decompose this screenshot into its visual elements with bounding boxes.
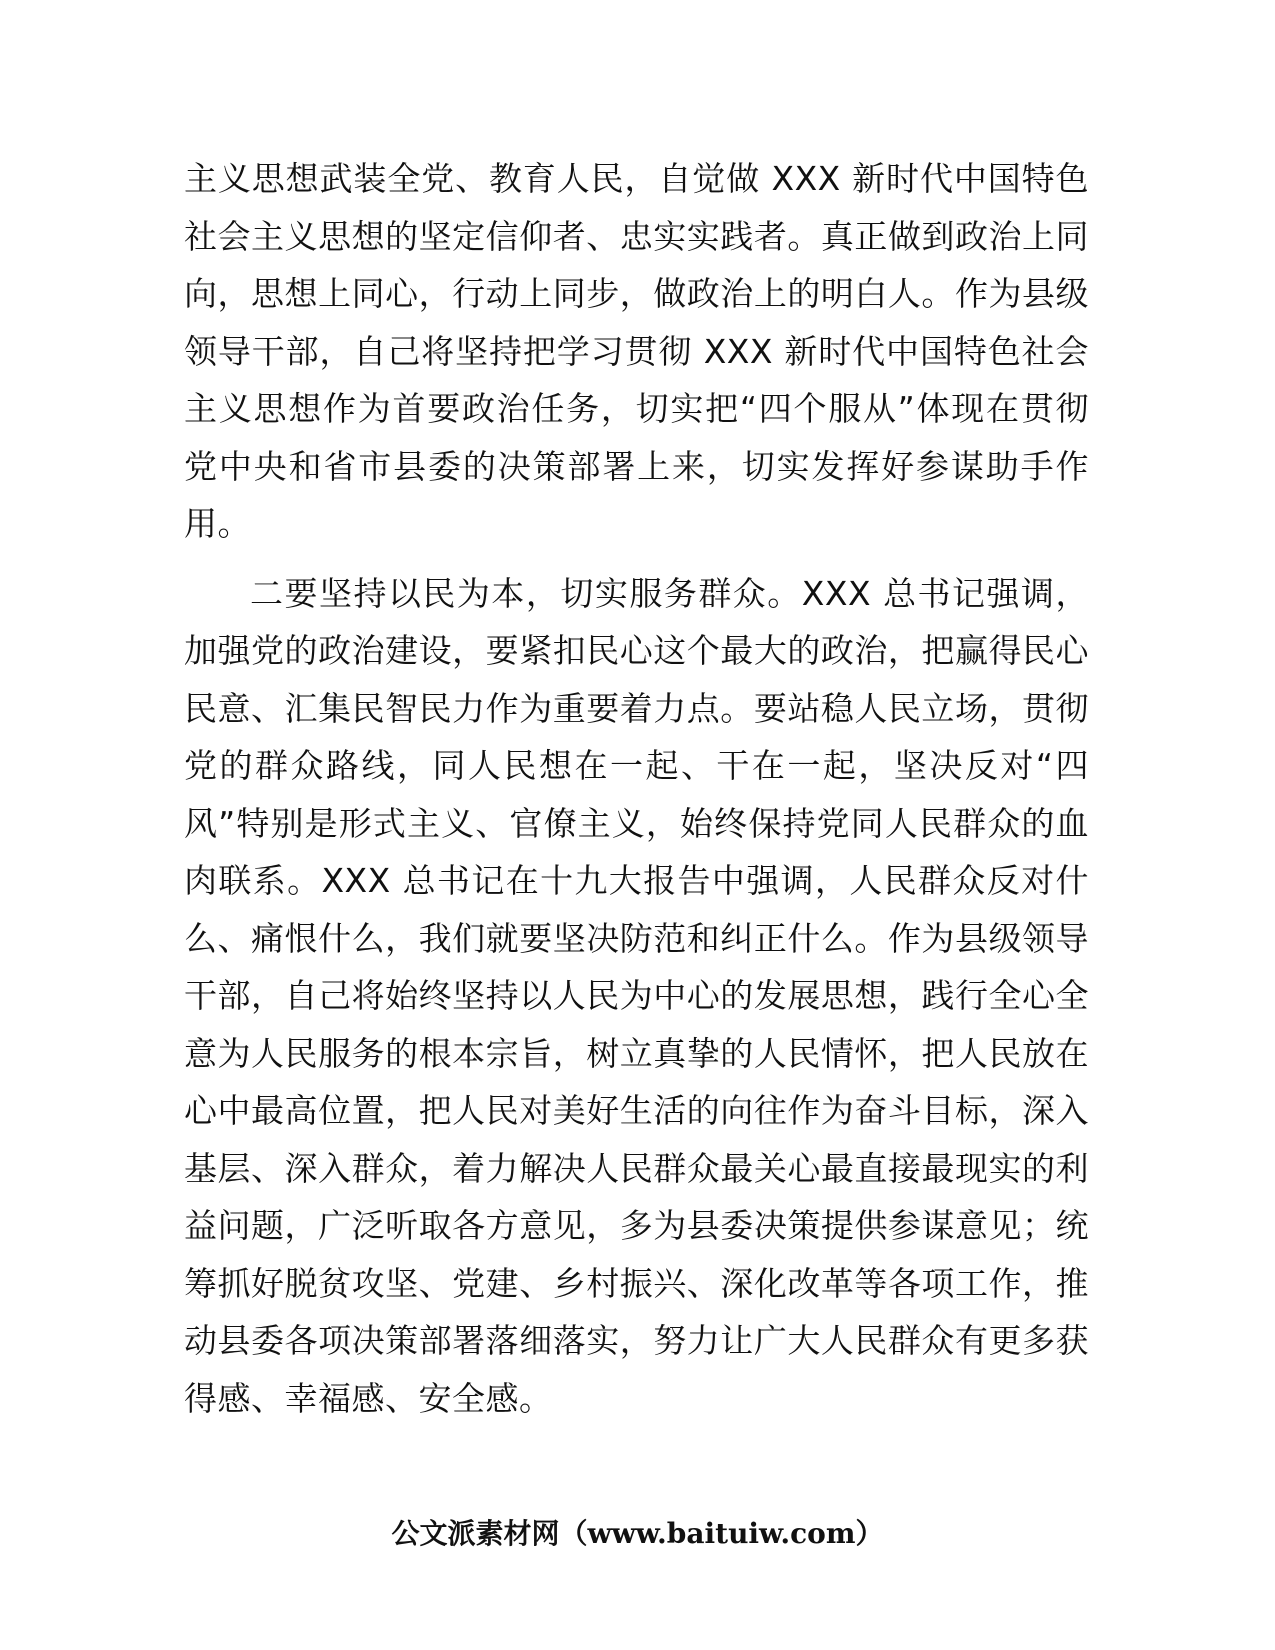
paragraph-2: 二要坚持以民为本，切实服务群众。XXX 总书记强调，加强党的政治建设，要紧扣民心这个最大的政治，把赢得民心民意、汇集民智民力作为重要着力点。要站稳人民立场，贯彻党的群众路线，同人民想在一起、干在一起，坚决反对“四风”特别是形式主义、官僚主义，始终保持党同人民群众的血肉联系。XXX 总书记在十九大报告中强调，人民群众反对什么、痛恨什么，我们就要坚决防范和纠正什么。作为县级领导干部，自己将始终坚持以人民为中心的发展思想，践行全心全意为人民服务的根本宗旨，树立真挚的人民情怀，把人民放在心中最高位置，把人民对美好生活的向往作为奋斗目标，深入基层、深入群众，着力解决人民群众最关心最直接最现实的利益问题，广泛听取各方意见，多为县委决策提供参谋意见；统筹抓好脱贫攻坚、党建、乡村振兴、深化改革等各项工作，推动县委各项决策部署落细落实，努力让广大人民群众有更多获得感、幸福感、安全感。 <box>184 573 1089 1418</box>
paragraph-1: 主义思想武装全党、教育人民，自觉做 XXX 新时代中国特色社会主义思想的坚定信仰者、忠实实践者。真正做到政治上同向，思想上同心，行动上同步，做政治上的明白人。作为县级领导干部，自己将坚持把学习贯彻 XXX 新时代中国特色社会主义思想作为首要政治任务，切实把“四个服从”体现在贯彻党中央和省市县委的决策部署上来，切实发挥好参谋助手作用。 <box>184 159 1089 543</box>
document-body <box>184 150 1089 1427</box>
footer-watermark: 公文派素材网（www.baituiw.com） <box>391 1517 884 1550</box>
